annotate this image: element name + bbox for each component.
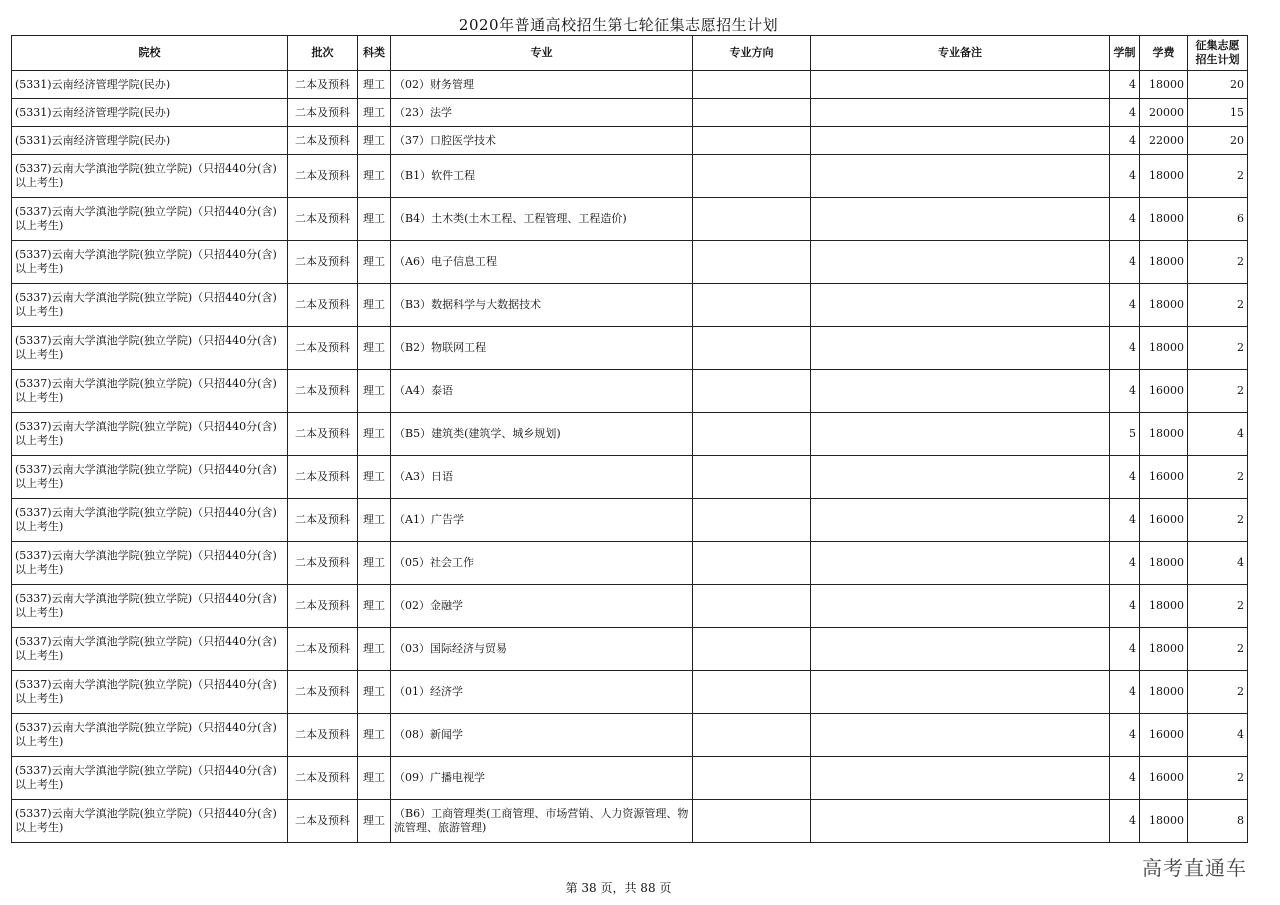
cell-remark [811, 628, 1110, 671]
cell-years: 4 [1110, 155, 1140, 198]
cell-remark [811, 99, 1110, 127]
cell-remark [811, 456, 1110, 499]
cell-batch: 二本及预科 [288, 499, 358, 542]
cell-school: (5337)云南大学滇池学院(独立学院)（只招440分(含)以上考生) [12, 542, 288, 585]
cell-major: （A1）广告学 [391, 499, 693, 542]
cell-category: 理工 [358, 585, 391, 628]
cell-school: (5337)云南大学滇池学院(独立学院)（只招440分(含)以上考生) [12, 327, 288, 370]
cell-batch: 二本及预科 [288, 456, 358, 499]
cell-direction [693, 456, 811, 499]
page-footer: 第 38 页，共 88 页 [565, 881, 672, 895]
cell-direction [693, 99, 811, 127]
cell-category: 理工 [358, 284, 391, 327]
cell-fee: 18000 [1140, 628, 1188, 671]
cell-remark [811, 714, 1110, 757]
cell-years: 4 [1110, 99, 1140, 127]
cell-batch: 二本及预科 [288, 671, 358, 714]
cell-major: （03）国际经济与贸易 [391, 628, 693, 671]
table-row [12, 198, 1248, 241]
cell-batch: 二本及预科 [288, 327, 358, 370]
cell-fee: 16000 [1140, 456, 1188, 499]
cell-category: 理工 [358, 327, 391, 370]
cell-years: 4 [1110, 757, 1140, 800]
table-row [12, 71, 1248, 99]
cell-major: （02）财务管理 [391, 71, 693, 99]
cell-plan: 2 [1188, 155, 1248, 198]
cell-batch: 二本及预科 [288, 757, 358, 800]
table-row [12, 241, 1248, 284]
cell-years: 4 [1110, 127, 1140, 155]
cell-remark [811, 499, 1110, 542]
cell-category: 理工 [358, 456, 391, 499]
cell-school: (5337)云南大学滇池学院(独立学院)（只招440分(含)以上考生) [12, 585, 288, 628]
header-plan: 征集志愿招生计划 [1188, 36, 1248, 71]
table-row [12, 585, 1248, 628]
cell-direction [693, 757, 811, 800]
header-batch: 批次 [288, 36, 358, 71]
table-row [12, 155, 1248, 198]
cell-years: 4 [1110, 327, 1140, 370]
cell-plan: 4 [1188, 714, 1248, 757]
cell-plan: 4 [1188, 542, 1248, 585]
cell-major: （B1）软件工程 [391, 155, 693, 198]
cell-category: 理工 [358, 198, 391, 241]
cell-batch: 二本及预科 [288, 585, 358, 628]
cell-years: 4 [1110, 456, 1140, 499]
table-row [12, 370, 1248, 413]
cell-direction [693, 800, 811, 843]
table-row [12, 757, 1248, 800]
cell-plan: 20 [1188, 71, 1248, 99]
cell-category: 理工 [358, 800, 391, 843]
cell-plan: 2 [1188, 327, 1248, 370]
cell-major: （05）社会工作 [391, 542, 693, 585]
table-row [12, 628, 1248, 671]
cell-category: 理工 [358, 757, 391, 800]
table-row [12, 127, 1248, 155]
cell-plan: 2 [1188, 628, 1248, 671]
cell-category: 理工 [358, 413, 391, 456]
cell-major: （09）广播电视学 [391, 757, 693, 800]
cell-fee: 16000 [1140, 714, 1188, 757]
cell-fee: 18000 [1140, 327, 1188, 370]
cell-major: （A4）泰语 [391, 370, 693, 413]
cell-batch: 二本及预科 [288, 198, 358, 241]
cell-years: 4 [1110, 714, 1140, 757]
cell-fee: 18000 [1140, 241, 1188, 284]
cell-direction [693, 499, 811, 542]
cell-major: （37）口腔医学技术 [391, 127, 693, 155]
cell-batch: 二本及预科 [288, 71, 358, 99]
table-row [12, 542, 1248, 585]
table-row [12, 714, 1248, 757]
cell-direction [693, 241, 811, 284]
cell-years: 4 [1110, 671, 1140, 714]
cell-batch: 二本及预科 [288, 284, 358, 327]
table-header-row [12, 36, 1248, 71]
cell-remark [811, 542, 1110, 585]
cell-major: （A3）日语 [391, 456, 693, 499]
header-direction: 专业方向 [693, 36, 811, 71]
cell-plan: 2 [1188, 671, 1248, 714]
cell-batch: 二本及预科 [288, 99, 358, 127]
cell-direction [693, 671, 811, 714]
cell-years: 4 [1110, 241, 1140, 284]
cell-fee: 18000 [1140, 71, 1188, 99]
cell-direction [693, 198, 811, 241]
cell-years: 4 [1110, 370, 1140, 413]
cell-school: (5337)云南大学滇池学院(独立学院)（只招440分(含)以上考生) [12, 757, 288, 800]
cell-batch: 二本及预科 [288, 800, 358, 843]
cell-category: 理工 [358, 542, 391, 585]
cell-direction [693, 284, 811, 327]
page-title: 2020年普通高校招生第七轮征集志愿招生计划 [458, 16, 779, 34]
cell-remark [811, 71, 1110, 99]
cell-remark [811, 127, 1110, 155]
cell-school: (5337)云南大学滇池学院(独立学院)（只招440分(含)以上考生) [12, 499, 288, 542]
cell-direction [693, 413, 811, 456]
cell-direction [693, 327, 811, 370]
cell-remark [811, 671, 1110, 714]
cell-major: （08）新闻学 [391, 714, 693, 757]
cell-fee: 18000 [1140, 800, 1188, 843]
cell-school: (5337)云南大学滇池学院(独立学院)（只招440分(含)以上考生) [12, 456, 288, 499]
cell-plan: 15 [1188, 99, 1248, 127]
cell-category: 理工 [358, 499, 391, 542]
header-category: 科类 [358, 36, 391, 71]
header-fee: 学费 [1140, 36, 1188, 71]
cell-school: (5337)云南大学滇池学院(独立学院)（只招440分(含)以上考生) [12, 671, 288, 714]
table-row [12, 413, 1248, 456]
cell-years: 4 [1110, 800, 1140, 843]
enrollment-plan-table [11, 35, 1248, 843]
cell-remark [811, 757, 1110, 800]
header-years: 学制 [1110, 36, 1140, 71]
table-row [12, 99, 1248, 127]
cell-plan: 2 [1188, 456, 1248, 499]
cell-batch: 二本及预科 [288, 241, 358, 284]
cell-remark [811, 327, 1110, 370]
cell-school: (5337)云南大学滇池学院(独立学院)（只招440分(含)以上考生) [12, 714, 288, 757]
cell-years: 4 [1110, 71, 1140, 99]
table-row [12, 284, 1248, 327]
cell-school: (5337)云南大学滇池学院(独立学院)（只招440分(含)以上考生) [12, 370, 288, 413]
cell-category: 理工 [358, 127, 391, 155]
cell-direction [693, 585, 811, 628]
cell-category: 理工 [358, 155, 391, 198]
cell-direction [693, 155, 811, 198]
cell-major: （B4）土木类(土木工程、工程管理、工程造价) [391, 198, 693, 241]
cell-remark [811, 585, 1110, 628]
table-row [12, 800, 1248, 843]
cell-direction [693, 71, 811, 99]
cell-batch: 二本及预科 [288, 370, 358, 413]
cell-fee: 22000 [1140, 127, 1188, 155]
cell-major: （B2）物联网工程 [391, 327, 693, 370]
cell-fee: 16000 [1140, 757, 1188, 800]
cell-fee: 16000 [1140, 370, 1188, 413]
cell-remark [811, 800, 1110, 843]
cell-fee: 18000 [1140, 413, 1188, 456]
cell-batch: 二本及预科 [288, 542, 358, 585]
cell-major: （23）法学 [391, 99, 693, 127]
cell-category: 理工 [358, 99, 391, 127]
cell-batch: 二本及预科 [288, 628, 358, 671]
cell-school: (5337)云南大学滇池学院(独立学院)（只招440分(含)以上考生) [12, 800, 288, 843]
cell-years: 4 [1110, 198, 1140, 241]
cell-school: (5337)云南大学滇池学院(独立学院)（只招440分(含)以上考生) [12, 155, 288, 198]
cell-school: (5331)云南经济管理学院(民办) [12, 71, 288, 99]
table-row [12, 499, 1248, 542]
cell-school: (5337)云南大学滇池学院(独立学院)（只招440分(含)以上考生) [12, 628, 288, 671]
cell-direction [693, 127, 811, 155]
header-major: 专业 [391, 36, 693, 71]
cell-major: （02）金融学 [391, 585, 693, 628]
cell-category: 理工 [358, 714, 391, 757]
cell-school: (5337)云南大学滇池学院(独立学院)（只招440分(含)以上考生) [12, 413, 288, 456]
table-row [12, 671, 1248, 714]
cell-plan: 2 [1188, 585, 1248, 628]
cell-plan: 2 [1188, 241, 1248, 284]
cell-batch: 二本及预科 [288, 127, 358, 155]
header-remark: 专业备注 [811, 36, 1110, 71]
cell-batch: 二本及预科 [288, 155, 358, 198]
cell-remark [811, 284, 1110, 327]
cell-plan: 2 [1188, 370, 1248, 413]
cell-fee: 18000 [1140, 585, 1188, 628]
cell-school: (5337)云南大学滇池学院(独立学院)（只招440分(含)以上考生) [12, 198, 288, 241]
cell-direction [693, 714, 811, 757]
cell-category: 理工 [358, 71, 391, 99]
cell-category: 理工 [358, 628, 391, 671]
cell-school: (5331)云南经济管理学院(民办) [12, 127, 288, 155]
cell-fee: 16000 [1140, 499, 1188, 542]
cell-school: (5337)云南大学滇池学院(独立学院)（只招440分(含)以上考生) [12, 241, 288, 284]
cell-category: 理工 [358, 241, 391, 284]
cell-major: （01）经济学 [391, 671, 693, 714]
watermark: 高考直通车 [1142, 856, 1247, 880]
cell-years: 5 [1110, 413, 1140, 456]
cell-direction [693, 542, 811, 585]
cell-remark [811, 198, 1110, 241]
cell-fee: 18000 [1140, 198, 1188, 241]
cell-remark [811, 155, 1110, 198]
cell-direction [693, 628, 811, 671]
cell-school: (5331)云南经济管理学院(民办) [12, 99, 288, 127]
cell-fee: 18000 [1140, 284, 1188, 327]
cell-category: 理工 [358, 671, 391, 714]
header-school: 院校 [12, 36, 288, 71]
cell-plan: 4 [1188, 413, 1248, 456]
cell-years: 4 [1110, 628, 1140, 671]
cell-remark [811, 413, 1110, 456]
cell-plan: 8 [1188, 800, 1248, 843]
cell-category: 理工 [358, 370, 391, 413]
cell-years: 4 [1110, 542, 1140, 585]
cell-direction [693, 370, 811, 413]
cell-fee: 20000 [1140, 99, 1188, 127]
cell-fee: 18000 [1140, 155, 1188, 198]
cell-fee: 18000 [1140, 671, 1188, 714]
cell-school: (5337)云南大学滇池学院(独立学院)（只招440分(含)以上考生) [12, 284, 288, 327]
cell-major: （B5）建筑类(建筑学、城乡规划) [391, 413, 693, 456]
cell-plan: 20 [1188, 127, 1248, 155]
cell-batch: 二本及预科 [288, 714, 358, 757]
cell-plan: 2 [1188, 757, 1248, 800]
cell-major: （A6）电子信息工程 [391, 241, 693, 284]
cell-batch: 二本及预科 [288, 413, 358, 456]
cell-years: 4 [1110, 585, 1140, 628]
table-row [12, 456, 1248, 499]
cell-years: 4 [1110, 284, 1140, 327]
table-row [12, 327, 1248, 370]
cell-plan: 2 [1188, 499, 1248, 542]
cell-major: （B3）数据科学与大数据技术 [391, 284, 693, 327]
cell-fee: 18000 [1140, 542, 1188, 585]
cell-plan: 2 [1188, 284, 1248, 327]
cell-remark [811, 241, 1110, 284]
cell-major: （B6）工商管理类(工商管理、市场营销、人力资源管理、物流管理、旅游管理) [391, 800, 693, 843]
cell-plan: 6 [1188, 198, 1248, 241]
cell-remark [811, 370, 1110, 413]
cell-years: 4 [1110, 499, 1140, 542]
